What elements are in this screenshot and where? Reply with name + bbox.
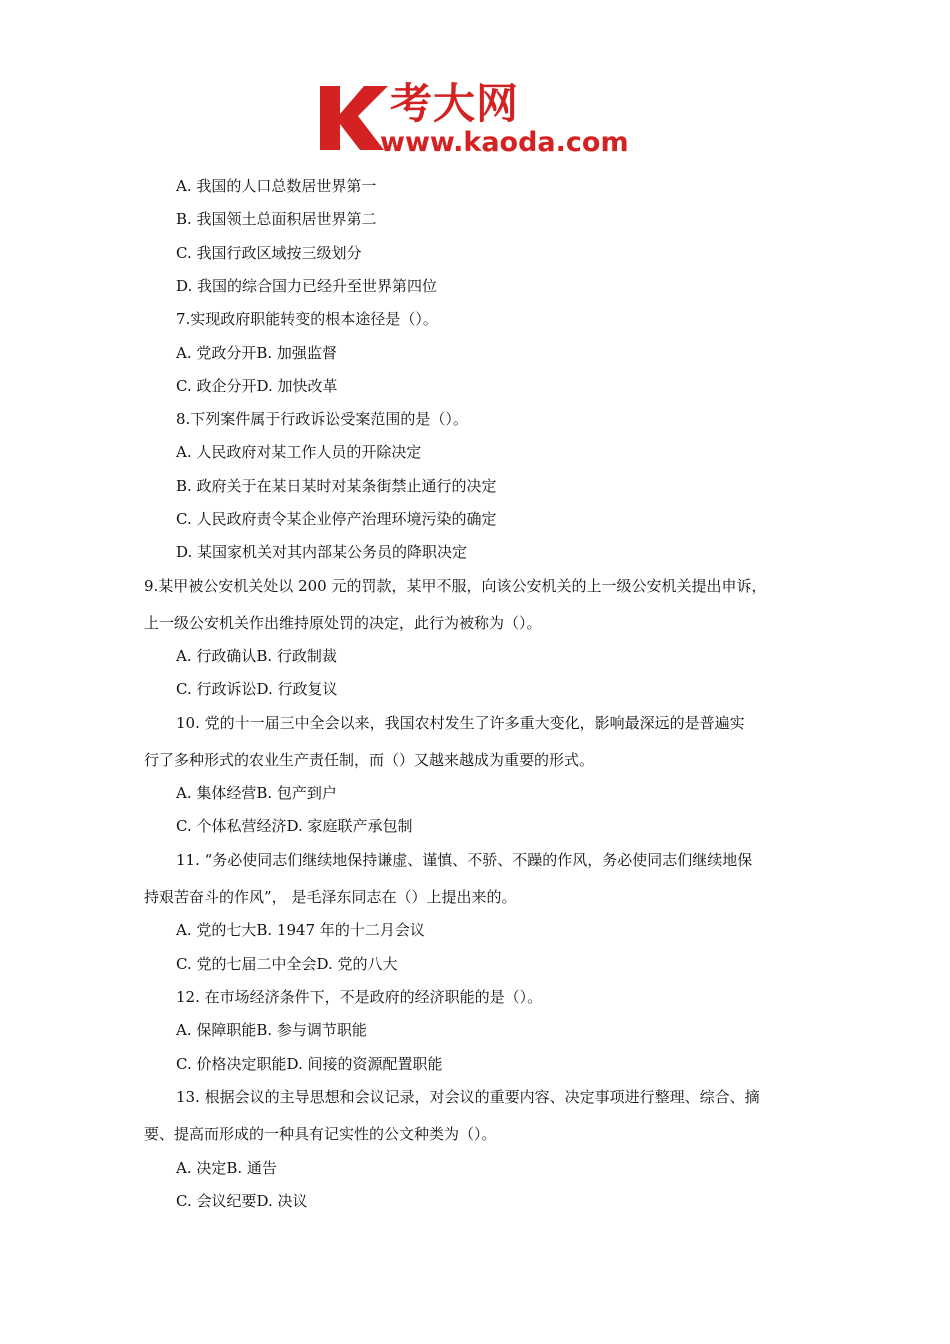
option-line: C. 价格决定职能D. 间接的资源配置职能: [176, 1055, 443, 1073]
option-line: B. 政府关于在某日某时对某条街禁止通行的决定: [176, 477, 497, 495]
option-line: C. 人民政府责令某企业停产治理环境污染的确定: [176, 510, 497, 528]
question-continuation: 持艰苦奋斗的作风”， 是毛泽东同志在（）上提出来的。: [144, 888, 517, 906]
question-line: 8.下列案件属于行政诉讼受案范围的是（）。: [176, 410, 468, 428]
option-line: B. 我国领土总面积居世界第二: [176, 210, 377, 228]
option-line: C. 行政诉讼D. 行政复议: [176, 680, 338, 698]
option-line: A. 党政分开B. 加强监督: [176, 344, 337, 362]
question-line: 12. 在市场经济条件下，不是政府的经济职能的是（）。: [176, 988, 543, 1006]
question-line: 13. 根据会议的主导思想和会议记录，对会议的重要内容、决定事项进行整理、综合、摘: [176, 1088, 760, 1106]
question-continuation: 要、提高而形成的一种具有记实性的公文种类为（）。: [144, 1125, 497, 1143]
option-line: D. 某国家机关对其内部某公务员的降职决定: [176, 543, 468, 561]
logo-url: www.kaoda.com: [380, 127, 629, 158]
question-line: 7.实现政府职能转变的根本途径是（）。: [176, 310, 438, 328]
option-line: C. 会议纪要D. 决议: [176, 1192, 308, 1210]
option-line: A. 人民政府对某工作人员的开除决定: [176, 443, 422, 461]
logo-text: 考大网: [390, 79, 520, 128]
question-continuation: 行了多种形式的农业生产责任制，而（）又越来越成为重要的形式。: [144, 751, 595, 769]
question-line: 9.某甲被公安机关处以 200 元的罚款，某甲不服，向该公安机关的上一级公安机关提出申诉，: [144, 577, 767, 595]
option-line: A. 党的七大B. 1947 年的十二月会议: [176, 921, 425, 939]
option-line: A. 行政确认B. 行政制裁: [176, 647, 337, 665]
option-line: A. 集体经营B. 包产到户: [176, 784, 337, 802]
option-line: D. 我国的综合国力已经升至世界第四位: [176, 277, 438, 295]
question-line: 11. “务必使同志们继续地保持谦虚、谨慎、不骄、不躁的作风，务必使同志们继续地保: [176, 851, 753, 869]
option-line: A. 我国的人口总数居世界第一: [176, 177, 377, 195]
question-line: 10. 党的十一届三中全会以来，我国农村发生了许多重大变化，影响最深远的是普遍实: [176, 714, 745, 732]
option-line: C. 我国行政区域按三级划分: [176, 244, 362, 262]
option-line: C. 党的七届二中全会D. 党的八大: [176, 955, 398, 973]
option-line: C. 个体私营经济D. 家庭联产承包制: [176, 817, 413, 835]
question-continuation: 上一级公安机关作出维持原处罚的决定，此行为被称为（）。: [144, 614, 542, 632]
option-line: A. 决定B. 通告: [176, 1159, 277, 1177]
option-line: A. 保障职能B. 参与调节职能: [176, 1021, 367, 1039]
option-line: C. 政企分开D. 加快改革: [176, 377, 338, 395]
